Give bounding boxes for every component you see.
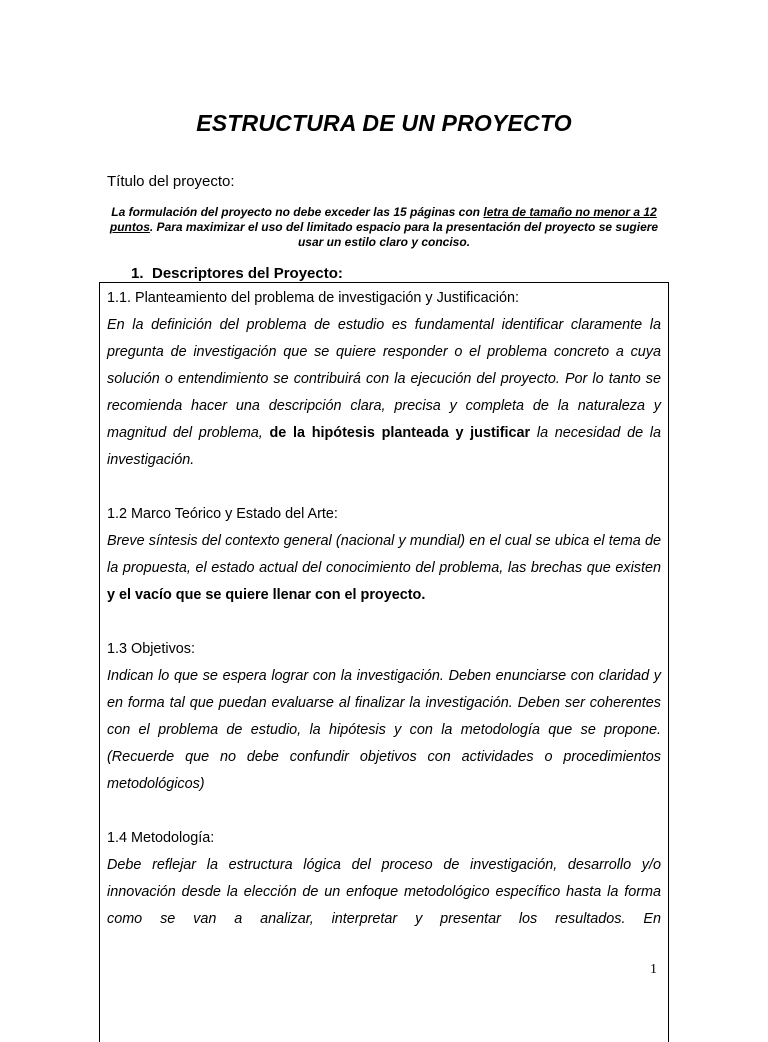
body-text: la necesidad de la investigación. [107,425,662,468]
page-number: 1 [650,962,657,977]
body-text: Breve síntesis del contexto general (nacional y mundial) en el cual se ubica el tema de la propuesta, el estado actual del conocimiento del problema, las brechas que existen [107,533,661,576]
format-note [104,205,664,250]
format-note-part1: La formulación del proyecto no debe exceder las 15 páginas con [111,205,484,219]
body-bold-text: de la hipótesis planteada y justificar [269,425,531,441]
subsection-body-methodology [107,852,661,933]
spacer [107,609,661,636]
project-title-label: Título del proyecto: [107,173,235,190]
subsection-heading-framework: 1.2 Marco Teórico y Estado del Arte: [107,506,338,522]
section-heading [131,265,343,282]
spacer [107,798,661,825]
format-note-part2: . Para maximizar el uso del limitado espacio para la presentación del proyecto se sugiere usar un estilo claro y conciso. [149,220,659,249]
section-number: 1. [131,265,144,282]
subsection-heading-problem: 1.1. Planteamiento del problema de investigación y Justificación: [107,290,519,306]
body-text: Indican lo que se espera lograr con la investigación. Deben enunciarse con claridad y en forma tal que puedan evaluarse al finalizar la investigación. Deben ser coherentes con el problema de estudio, la hipótesis y con la metodología que se propone. (Recuerde que no debe confundir objetivos con actividades o procedimientos metodológicos) [107,668,661,792]
spacer [107,474,661,501]
descriptors-box [99,282,669,1042]
body-bold-text: y el vacío que se quiere llenar con el proyecto. [107,587,426,603]
body-text: En la definición del problema de estudio es fundamental identificar claramente la pregunta de investigación que se quiere responder o el problema concreto a cuya solución o entendimiento se contribuirá con la ejecución del proyecto. Por lo tanto se recomienda hacer una descripción clara, precisa y completa de la naturaleza y magnitud del problema, [107,317,661,441]
document-title: ESTRUCTURA DE UN PROYECTO [196,110,572,136]
subsection-heading-methodology: 1.4 Metodología: [107,830,215,846]
descriptors-content [107,285,661,933]
format-note-underlined: letra de tamaño no menor a 12 puntos [109,205,657,234]
subsection-body-objectives [107,663,661,798]
section-title: Descriptores del Proyecto: [152,265,343,282]
subsection-body-problem [107,312,661,474]
body-text: Debe reflejar la estructura lógica del proceso de investigación, desarrollo y/o innovación desde la elección de un enfoque metodológico específico hasta la forma como se van a analizar, interpretar y presentar los resultados. En [107,857,661,927]
subsection-heading-objectives: 1.3 Objetivos: [107,641,195,657]
subsection-body-framework [107,528,661,609]
